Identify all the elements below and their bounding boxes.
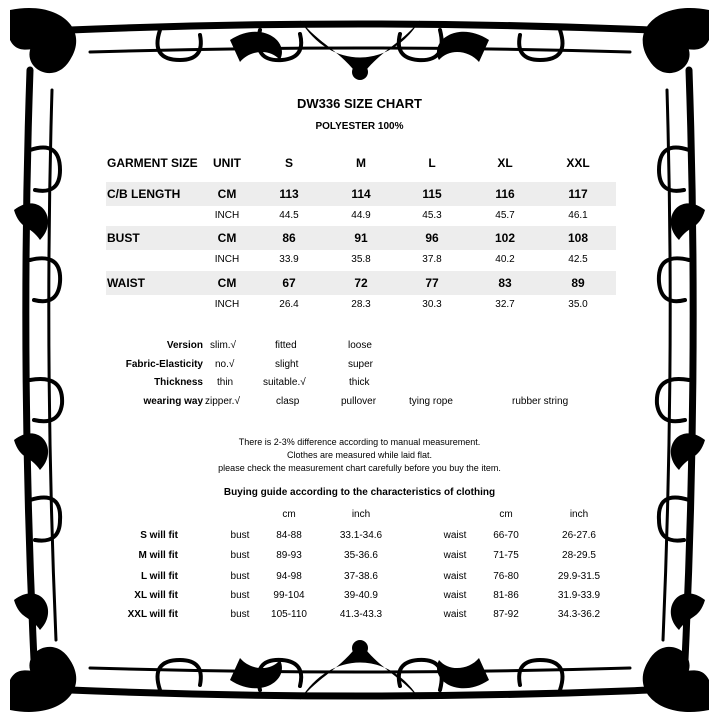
guide-header-inch: inch (351, 509, 371, 520)
attr-option: clasp (276, 396, 300, 407)
table-cell: 32.7 (495, 299, 515, 310)
unit-inch: INCH (214, 299, 240, 310)
attr-label-fabric-elasticity: Fabric-Elasticity (125, 359, 203, 370)
table-cell: 33.9 (279, 254, 299, 265)
unit-inch: INCH (214, 254, 240, 265)
unit-inch: INCH (214, 210, 240, 221)
material-label: POLYESTER 100% (315, 121, 404, 132)
table-cell: 35.0 (568, 299, 588, 310)
table-cell: 37.8 (422, 254, 442, 265)
attr-option: super (348, 359, 374, 370)
guide-cell: 87-92 (493, 609, 519, 620)
note-line: There is 2-3% difference according to manual measurement. (238, 437, 481, 447)
table-cell: 83 (498, 276, 512, 290)
header-size-xl: XL (497, 156, 513, 170)
attr-label-wearing-way: wearing way (143, 396, 203, 407)
attr-option: rubber string (512, 396, 569, 407)
table-cell: 44.5 (279, 210, 299, 221)
guide-part: waist (443, 530, 467, 541)
table-cell: 28.3 (351, 299, 371, 310)
guide-cell: 99-104 (273, 590, 305, 601)
guide-cell: 84-88 (276, 530, 302, 541)
table-cell: 77 (425, 276, 439, 290)
table-cell: 30.3 (422, 299, 442, 310)
table-cell: 117 (568, 187, 588, 201)
guide-header-inch: inch (569, 509, 589, 520)
table-cell: 108 (567, 231, 589, 245)
table-cell: 113 (279, 187, 299, 201)
guide-size: XL will fit (134, 590, 178, 601)
guide-part: bust (230, 571, 250, 582)
attr-option: tying rope (409, 396, 453, 407)
attr-option: loose (348, 340, 372, 351)
guide-part: waist (443, 571, 467, 582)
guide-cell: 71-75 (493, 550, 519, 561)
guide-size: XXL will fit (127, 609, 178, 620)
table-cell: 91 (354, 231, 368, 245)
guide-cell: 41.3-43.3 (339, 609, 383, 620)
table-cell: 46.1 (568, 210, 588, 221)
guide-cell: 94-98 (276, 571, 302, 582)
guide-part: bust (230, 530, 250, 541)
header-size-m: M (356, 156, 366, 170)
header-size-s: S (284, 156, 294, 170)
attr-option: pullover (341, 396, 377, 407)
table-cell: 44.9 (351, 210, 371, 221)
attr-option: no.√ (215, 359, 235, 370)
guide-header-cm: cm (282, 509, 296, 520)
table-cell: 116 (495, 187, 515, 201)
guide-header-cm: cm (499, 509, 513, 520)
header-unit: UNIT (213, 156, 241, 170)
unit-cm: CM (217, 276, 237, 290)
guide-cell: 31.9-33.9 (557, 590, 601, 601)
guide-cell: 29.9-31.5 (557, 571, 601, 582)
guide-cell: 34.3-36.2 (557, 609, 601, 620)
guide-part: bust (230, 550, 250, 561)
guide-cell: 39-40.9 (344, 590, 378, 601)
note-line: please check the measurement chart carefully before you buy the item. (218, 463, 501, 473)
attr-option: zipper.√ (205, 396, 240, 407)
guide-cell: 66-70 (493, 530, 519, 541)
unit-cm: CM (217, 231, 237, 245)
guide-part: bust (230, 609, 250, 620)
unit-cm: CM (217, 187, 237, 201)
header-garment-size: GARMENT SIZE (107, 156, 198, 170)
attr-label-version: Version (166, 340, 203, 351)
guide-cell: 76-80 (493, 571, 519, 582)
table-cell: 67 (282, 276, 296, 290)
table-cell: 40.2 (495, 254, 515, 265)
guide-cell: 28-29.5 (562, 550, 596, 561)
guide-size: M will fit (138, 550, 178, 561)
table-cell: 102 (494, 231, 516, 245)
guide-cell: 37-38.6 (344, 571, 378, 582)
table-cell: 42.5 (568, 254, 588, 265)
header-size-xxl: XXL (566, 156, 590, 170)
row-label-cb-length: C/B LENGTH (107, 187, 181, 201)
guide-cell: 105-110 (271, 609, 307, 620)
guide-cell: 89-93 (276, 550, 302, 561)
table-cell: 86 (282, 231, 296, 245)
attr-option: slim.√ (210, 340, 237, 351)
table-cell: 114 (351, 187, 371, 201)
table-cell: 96 (425, 231, 439, 245)
guide-cell: 26-27.6 (562, 530, 596, 541)
table-cell: 26.4 (279, 299, 299, 310)
attr-option: fitted (275, 340, 297, 351)
guide-cell: 35-36.6 (344, 550, 378, 561)
guide-cell: 33.1-34.6 (339, 530, 383, 541)
row-label-waist: WAIST (107, 276, 145, 290)
guide-part: bust (230, 590, 250, 601)
guide-part: waist (443, 609, 467, 620)
guide-cell: 81-86 (493, 590, 519, 601)
attr-option: thin (217, 377, 234, 388)
guide-size: L will fit (140, 571, 178, 582)
guide-size: S will fit (140, 530, 178, 541)
guide-part: waist (443, 590, 467, 601)
table-cell: 35.8 (351, 254, 371, 265)
table-cell: 45.7 (495, 210, 515, 221)
guide-title: Buying guide according to the characteristics of clothing (223, 487, 496, 498)
note-line: Clothes are measured while laid flat. (286, 450, 433, 460)
attr-option: suitable.√ (263, 377, 306, 388)
row-label-bust: BUST (107, 231, 140, 245)
table-cell: 45.3 (422, 210, 442, 221)
guide-part: waist (443, 550, 467, 561)
table-cell: 72 (354, 276, 368, 290)
attr-label-thickness: Thickness (154, 377, 203, 388)
table-cell: 115 (422, 187, 442, 201)
page-title: DW336 SIZE CHART (297, 96, 422, 111)
header-size-l: L (428, 156, 436, 170)
attr-option: thick (349, 377, 370, 388)
attr-option: slight (275, 359, 299, 370)
table-cell: 89 (571, 276, 585, 290)
